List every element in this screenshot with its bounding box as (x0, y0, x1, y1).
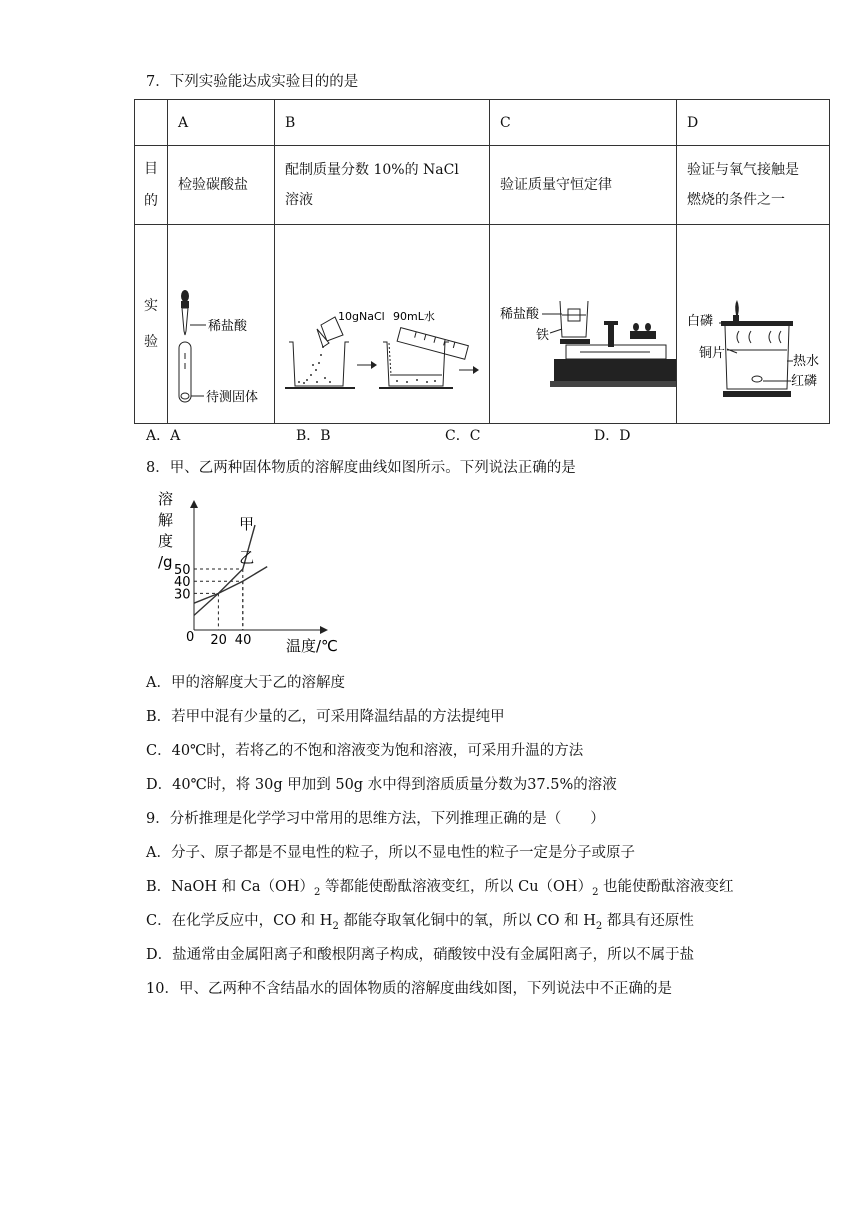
series-label-yi: 乙 (239, 548, 255, 567)
y-tick-label: 50 (174, 563, 191, 578)
q9-option-c[interactable]: C．在化学反应中，CO 和 $H_2$ 都能夺取氧化铜中的氧，所以 CO 和 $H_2$ 都具有还原性 (146, 913, 694, 932)
label-dilute-hcl-c: 稀盐酸 (500, 307, 540, 322)
q7-stem: 7．下列实验能达成实验目的的是 (146, 74, 359, 90)
experiment-b-figure (275, 225, 490, 424)
q10-stem: 10．甲、乙两种不含结晶水的固体物质的溶解度曲线如图，下列说法中不正确的是 (146, 981, 672, 997)
label-iron: 铁 (536, 328, 550, 343)
purpose-c: 验证质量守恒定律 (490, 146, 677, 225)
y-tick-label: 30 (174, 587, 191, 603)
label-red-phosphorus: 红磷 (791, 374, 818, 389)
row-label-purpose: 目 的 (135, 146, 168, 225)
row-label-experiment: 实 验 (135, 225, 168, 424)
q7-option-a[interactable]: A．A (146, 428, 181, 444)
x-tick-label: 40 (234, 633, 252, 648)
y-axis-label-char: 溶 (158, 490, 174, 508)
q8-option-a[interactable]: A．甲的溶解度大于乙的溶解度 (146, 675, 345, 691)
q7-option-b[interactable]: B．B (296, 428, 331, 444)
x-axis-label: 温度/℃ (286, 637, 338, 655)
label-copper-sheet: 铜片 (699, 346, 726, 361)
purpose-a: 检验碳酸盐 (168, 146, 275, 225)
q8-option-b[interactable]: B．若甲中混有少量的乙，可采用降温结晶的方法提纯甲 (146, 709, 505, 725)
label-water: 90mL水 (393, 310, 435, 323)
label-sample-solid: 待测固体 (206, 390, 259, 405)
x-axis-arrow (320, 626, 328, 634)
q7-option-c[interactable]: C．C (445, 428, 481, 444)
series-line-jia (194, 525, 255, 615)
q8-stem: 8．甲、乙两种固体物质的溶解度曲线如图所示。下列说法正确的是 (146, 460, 576, 476)
header-b: B (275, 100, 490, 146)
y-axis-label-char: 解 (158, 511, 174, 529)
experiment-d-figure (677, 225, 830, 424)
experiment-a-figure (168, 225, 275, 424)
label-hot-water: 热水 (793, 354, 820, 369)
series-line-yi (194, 567, 267, 604)
x-tick-label: 20 (210, 633, 227, 648)
header-a: A (168, 100, 275, 146)
label-dilute-hcl: 稀盐酸 (208, 319, 248, 334)
q9-stem: 9．分析推理是化学学习中常用的思维方法，下列推理正确的是（ ） (146, 811, 605, 827)
purpose-b: 配制质量分数 10%的 NaCl 溶液 (275, 146, 490, 225)
q8-option-c[interactable]: C．40℃时，若将乙的不饱和溶液变为饱和溶液，可采用升温的方法 (146, 743, 584, 759)
purpose-d: 验证与氧气接触是 燃烧的条件之一 (677, 146, 830, 225)
y-axis-arrow (190, 500, 198, 508)
q9-option-b[interactable]: B．NaOH 和 $Ca(OH)_2$ 等都能使酚酞溶液变红，所以 $Cu(OH)_2$ 也能使酚酞溶液变红 (146, 879, 734, 898)
q9-option-d[interactable]: D．盐通常由金属阳离子和酸根阴离子构成，硝酸铵中没有金属阳离子，所以不属于盐 (146, 947, 695, 963)
header-c: C (490, 100, 677, 146)
label-white-phosphorus: 白磷 (687, 314, 714, 329)
label-nacl: 10gNaCl (338, 310, 385, 323)
origin-label: 0 (186, 630, 195, 645)
q8-solubility-chart (150, 488, 370, 660)
y-axis-label-char: /g (158, 553, 173, 571)
q8-option-d[interactable]: D．40℃时，将 30g 甲加到 50g 水中得到溶质质量分数为37.5%的溶液 (146, 777, 617, 793)
y-axis-label-char: 度 (158, 532, 174, 550)
q7-table (134, 99, 830, 424)
table-corner (135, 100, 168, 146)
experiment-c-figure (490, 225, 677, 424)
y-tick-label: 40 (174, 575, 191, 591)
series-label-jia: 甲 (239, 515, 255, 534)
header-d: D (677, 100, 830, 146)
q7-option-d[interactable]: D．D (594, 428, 631, 444)
q9-option-a[interactable]: A．分子、原子都是不显电性的粒子，所以不显电性的粒子一定是分子或原子 (146, 845, 635, 861)
